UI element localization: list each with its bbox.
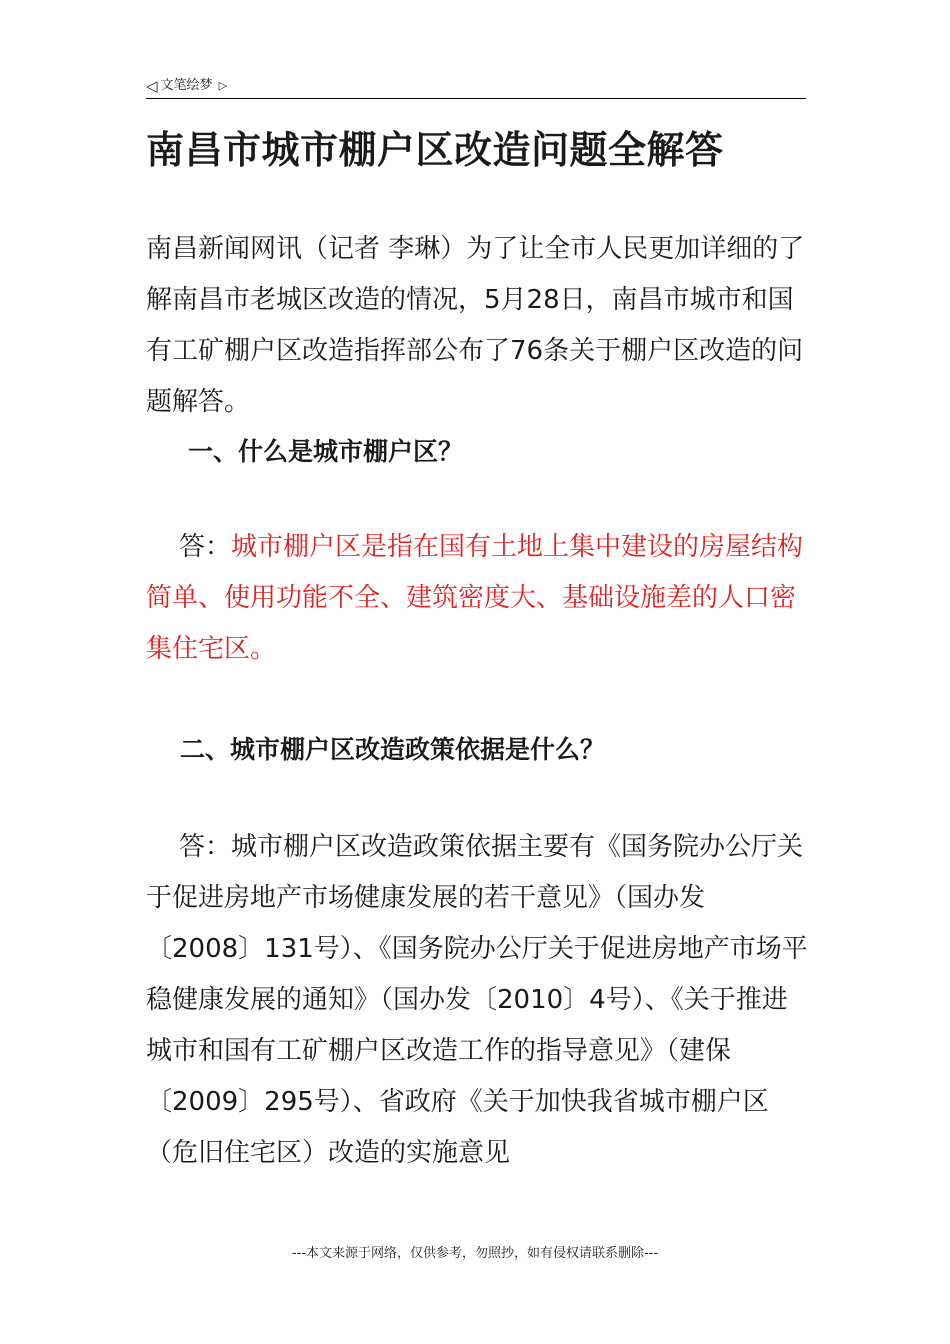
intro-paragraph: 南昌新闻网讯（记者 李琳）为了让全市人民更加详细的了解南昌市老城区改造的情况，5月28日，南昌市城市和国有工矿棚户区改造指挥部公布了76条关于棚户区改造的问题解答。 <box>146 234 805 417</box>
answer-2 <box>146 822 810 1179</box>
question-2: 二、城市棚户区改造政策依据是什么？ <box>180 735 606 764</box>
document-title: 南昌市城市棚户区改造问题全解答 <box>146 128 724 172</box>
header-brand: 文笔绘梦 <box>160 78 213 93</box>
answer-1-prefix: 答： <box>179 532 232 562</box>
answer-1 <box>146 522 810 675</box>
answer-2-text: 城市棚户区改造政策依据主要有《国务院办公厅关于促进房地产市场健康发展的若干意见》（国办发〔2008〕131号）、《国务院办公厅关于促进房地产市场平稳健康发展的通知》（国办发〔2010〕4号）、《关于推进城市和国有工矿棚户区改造工作的指导意见》（建保〔2009〕295号）、省政府《关于加快我省城市棚户区（危旧住宅区）改造的实施意见 <box>146 832 808 1168</box>
left-triangle-icon: ◁ <box>146 77 158 95</box>
question-1: 一、什么是城市棚户区？ <box>188 437 464 466</box>
page-header <box>146 74 806 99</box>
answer-1-text: 城市棚户区是指在国有土地上集中建设的房屋结构简单、使用功能不全、建筑密度大、基础设施差的人口密集住宅区。 <box>146 532 804 664</box>
answer-2-prefix: 答： <box>179 832 232 862</box>
footer-disclaimer: ---本文来源于网络，仅供参考，勿照抄，如有侵权请联系删除--- <box>291 1246 659 1261</box>
right-triangle-icon: ▷ <box>218 79 228 92</box>
